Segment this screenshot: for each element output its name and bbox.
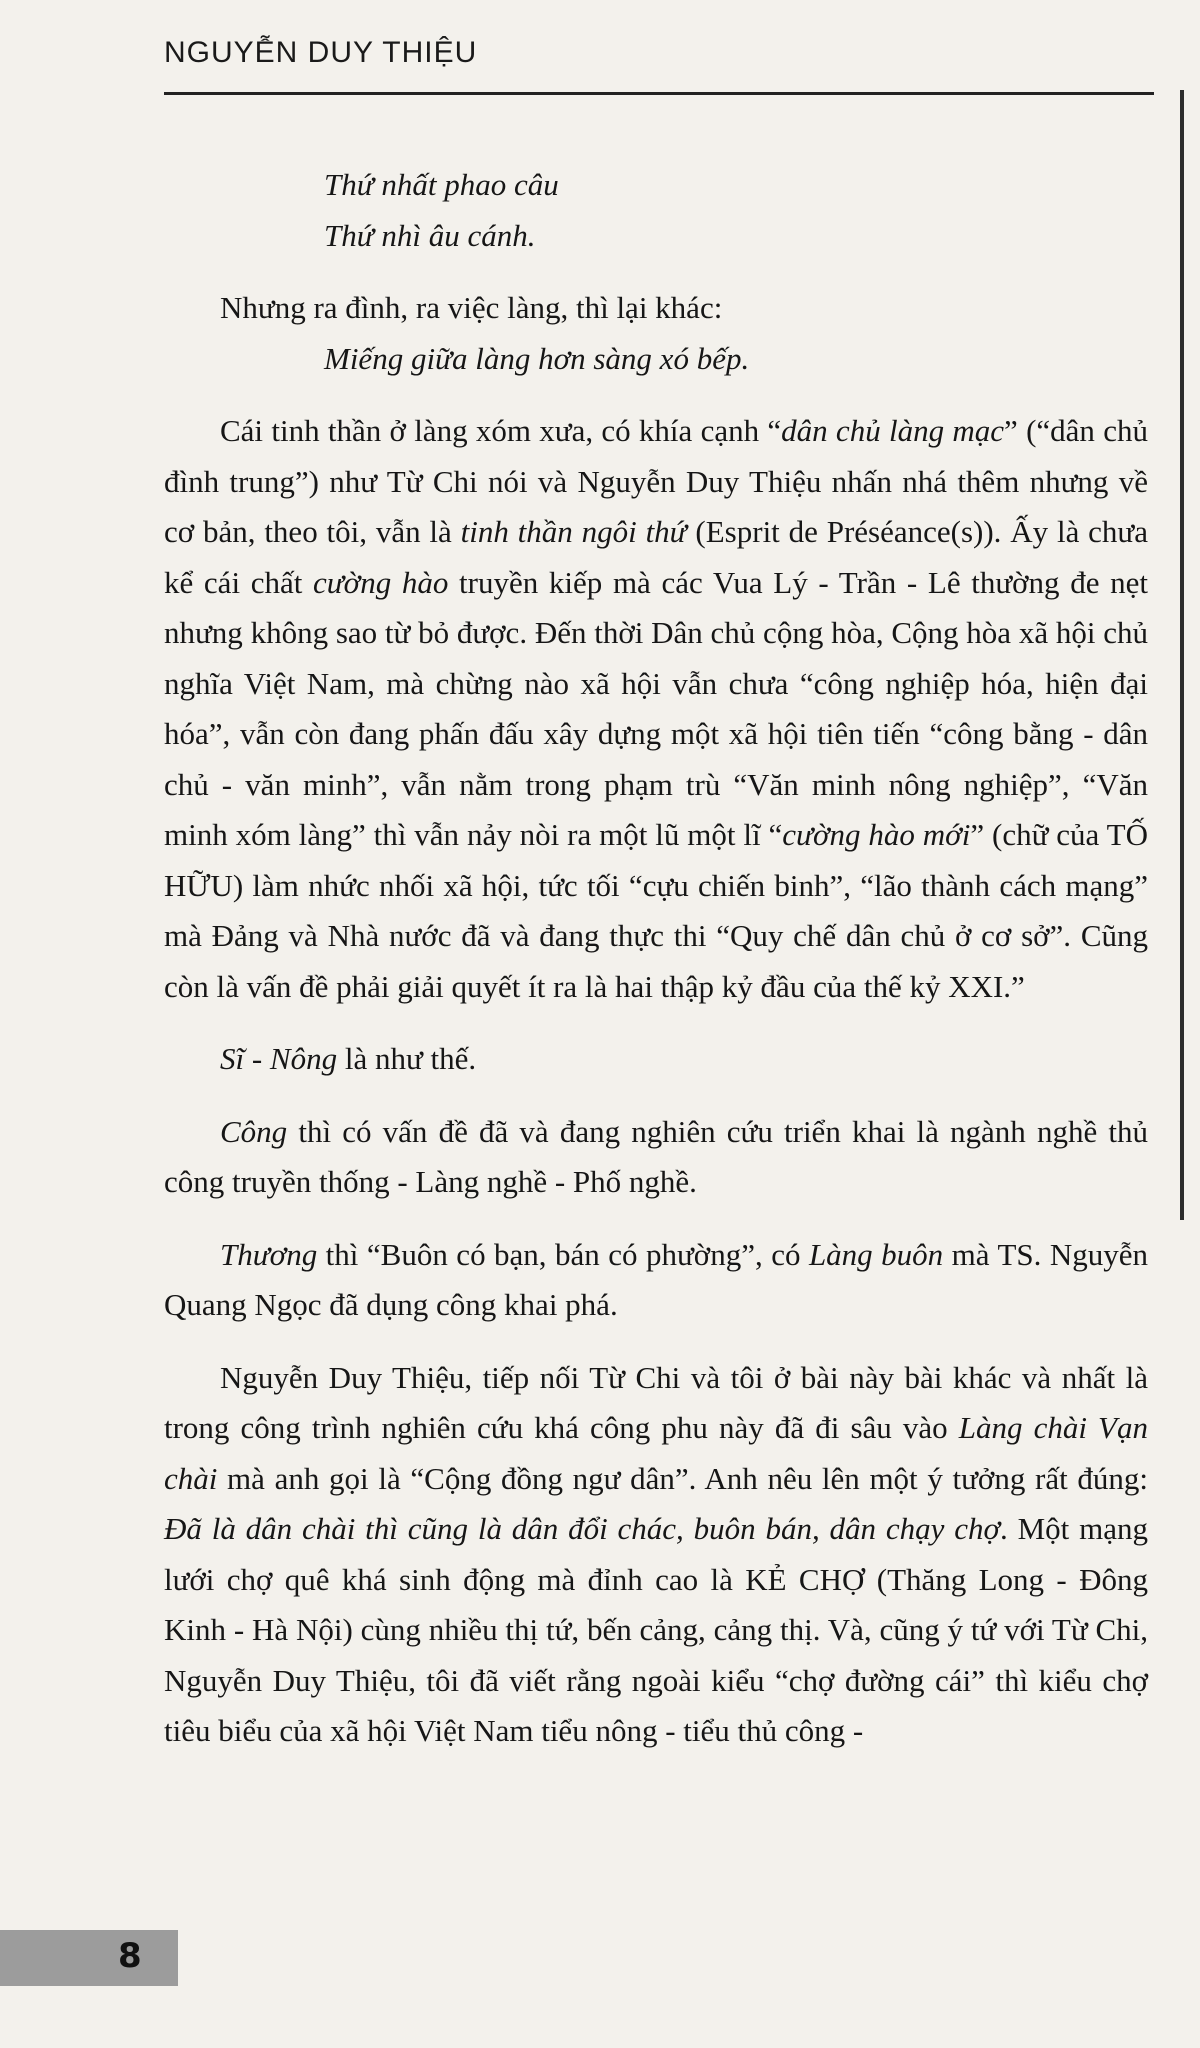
page-edge-line [1180,90,1184,1220]
paragraph: Thương thì “Buôn có bạn, bán có phường”, có Làng buôn mà TS. Nguyễn Quang Ngọc đã dụng công khai phá. [164,1236,1148,1322]
paragraph: Công thì có vấn đề đã và đang nghiên cứu triển khai là ngành nghề thủ công truyền thống - Làng nghề - Phố nghề. [164,1113,1148,1199]
paragraph: Nhưng ra đình, ra việc làng, thì lại khác: [220,290,723,325]
verse-line: Thứ nhất phao câu [324,167,559,202]
page-number: 8 [118,1936,142,1976]
folio-bar [0,1930,178,1986]
verse-line: Miếng giữa làng hơn sàng xó bếp. [324,340,750,376]
paragraph: Cái tinh thần ở làng xóm xưa, có khía cạnh “dân chủ làng mạc” (“dân chủ đình trung”) như Từ Chi nói và Nguyễn Duy Thiệu nhấn nhá thêm nhưng về cơ bản, theo tôi, vẫn là tinh thần ngôi thứ (Esprit de Préséance(s)). Ấy là chưa kể cái chất cường hào truyền kiếp mà các Vua Lý - Trần - Lê thường đe nẹt nhưng không sao từ bỏ được. Đến thời Dân chủ cộng hòa, Cộng hòa xã hội chủ nghĩa Việt Nam, mà chừng nào xã hội vẫn chưa “công nghiệp hóa, hiện đại hóa”, vẫn còn đang phấn đấu xây dựng một xã hội tiên tiến “công bằng - dân chủ - văn minh”, vẫn nằm trong phạm trù “Văn minh nông nghiệp”, “Văn minh xóm làng” thì vẫn nảy nòi ra một lũ một lĩ “cường hào mới” (chữ của TỐ HỮU) làm nhức nhối xã hội, tức tối “cựu chiến binh”, “lão thành cách mạng” mà Đảng và Nhà nước đã và đang thực thi “Quy chế dân chủ ở cơ sở”. Cũng còn là vấn đề phải giải quyết ít ra là hai thập kỷ đầu của thế kỷ XXI.” [164,413,1148,1004]
verse-line: Thứ nhì âu cánh. [324,217,536,253]
verse-block-1 [164,160,1148,261]
paragraph: Sĩ - Nông là như thế. [220,1041,477,1076]
body-text [164,160,1148,1757]
paragraph: Nguyễn Duy Thiệu, tiếp nối Từ Chi và tôi ở bài này bài khác và nhất là trong công trình nghiên cứu khá công phu này đã đi sâu vào Làng chài Vạn chài mà anh gọi là “Cộng đồng ngư dân”. Anh nêu lên một ý tưởng rất đúng: Đã là dân chài thì cũng là dân đổi chác, buôn bán, dân chạy chợ. Một mạng lưới chợ quê khá sinh động mà đỉnh cao là KẺ CHỢ (Thăng Long - Đông Kinh - Hà Nội) cùng nhiều thị tứ, bến cảng, cảng thị. Và, cũng ý tứ với Từ Chi, Nguyễn Duy Thiệu, tôi đã viết rằng ngoài kiểu “chợ đường cái” thì kiểu chợ tiêu biểu của xã hội Việt Nam tiểu nông - tiểu thủ công - [164,1359,1148,1748]
running-head: NGUYỄN DUY THIỆU [164,36,478,69]
header-rule [164,92,1154,95]
